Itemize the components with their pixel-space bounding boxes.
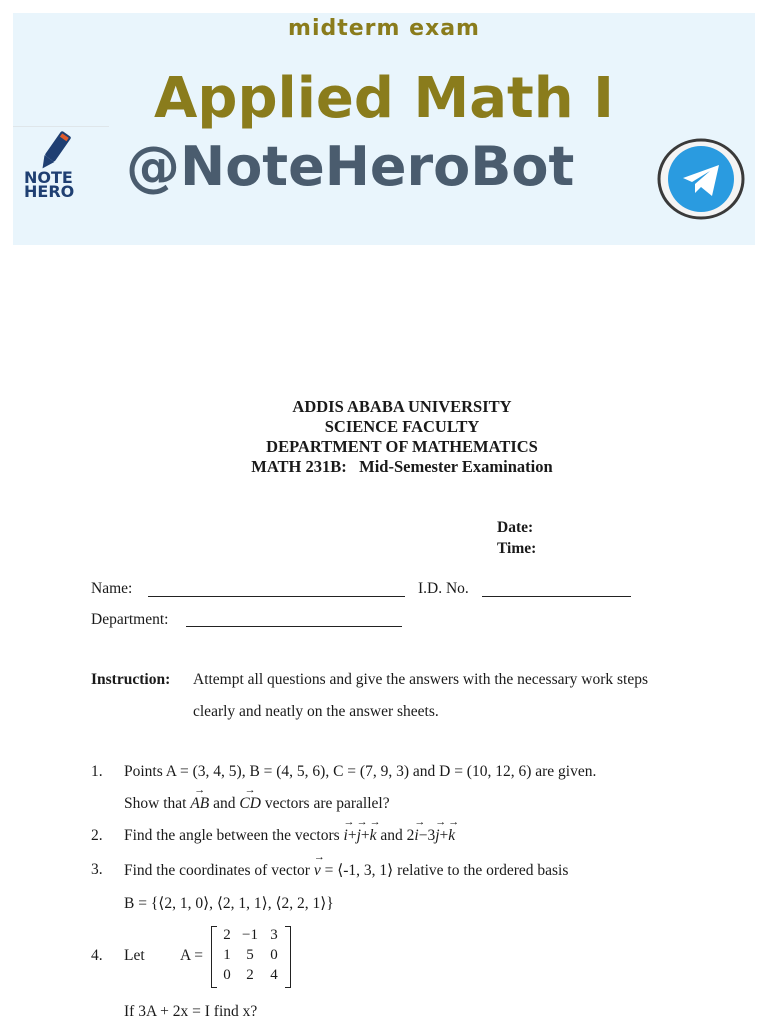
department-field[interactable]: [186, 626, 402, 627]
telegram-icon[interactable]: [657, 138, 745, 220]
q3-number: 3.: [91, 861, 103, 878]
plus-sign: +: [439, 827, 449, 844]
vector-cd: → CD: [239, 795, 261, 813]
department-name: DEPARTMENT OF MATHEMATICS: [266, 437, 538, 456]
minus-sign: −3: [418, 827, 436, 844]
exam-title: MATH 231B: Mid-Semester Examination: [251, 457, 553, 476]
q2-text-and: and 2: [380, 827, 415, 844]
time-label: Time:: [497, 540, 537, 557]
matrix-cell: 5: [246, 947, 254, 963]
matrix-cell: 2: [246, 967, 254, 983]
department-label: Department:: [91, 611, 169, 628]
id-field[interactable]: [482, 596, 631, 597]
q1-line1: Points A = (3, 4, 5), B = (4, 5, 6), C = (7, 9, 3) and D = (10, 12, 6) are given.: [124, 763, 597, 780]
unit-vector-k: → k: [370, 827, 377, 845]
q1-line2: [124, 795, 390, 813]
date-label: Date:: [497, 519, 534, 536]
banner-title: Applied Math I: [154, 66, 614, 131]
matrix-cell: 0: [270, 947, 278, 963]
q2-number: 2.: [91, 827, 103, 844]
instruction-label: Instruction:: [91, 671, 171, 688]
q1-text-post: vectors are parallel?: [264, 795, 390, 812]
unit-vector-j: → j: [435, 827, 439, 845]
q3-text-post: = ⟨-1, 3, 1⟩ relative to the ordered basis: [324, 862, 569, 879]
matrix-cell: 4: [270, 967, 278, 983]
q2-line: [124, 827, 455, 845]
university-name: ADDIS ABABA UNIVERSITY: [292, 397, 512, 416]
q4-a-equals: A =: [180, 947, 203, 964]
unit-vector-i: → i: [344, 827, 348, 845]
faculty-name: SCIENCE FACULTY: [324, 417, 480, 436]
matrix-cell: 0: [223, 967, 231, 983]
name-field[interactable]: [148, 596, 405, 597]
unit-vector-k: → k: [448, 827, 455, 845]
plus-sign: +: [347, 827, 357, 844]
instruction-line1: Attempt all questions and give the answers with the necessary work steps: [193, 671, 648, 688]
q2-text-pre: Find the angle between the vectors: [124, 827, 340, 844]
unit-vector-i: → i: [414, 827, 418, 845]
vector-ab: → AB: [190, 795, 209, 813]
matrix-a: [211, 926, 291, 988]
bot-handle[interactable]: @NoteHeroBot: [126, 135, 575, 198]
id-label: I.D. No.: [418, 580, 469, 597]
instruction-line2: clearly and neatly on the answer sheets.: [193, 703, 439, 720]
vector-v: → v: [314, 862, 321, 880]
q3-line1: [124, 861, 568, 880]
logo-text-hero: HERO: [24, 182, 75, 201]
logo-text-note: NOTE: [24, 168, 73, 187]
q1-text-mid: and: [213, 795, 236, 812]
q4-number: 4.: [91, 947, 103, 964]
matrix-cell: 2: [223, 927, 231, 943]
q1-text-pre: Show that: [124, 795, 187, 812]
matrix-cell: −1: [242, 927, 258, 943]
name-label: Name:: [91, 580, 133, 597]
q3-text-pre: Find the coordinates of vector: [124, 862, 310, 879]
banner-subtitle: midterm exam: [288, 16, 480, 41]
q4-let: Let: [124, 947, 145, 964]
q4-line2: If 3A + 2x = I find x?: [124, 1003, 258, 1020]
q3-line2: B = {⟨2, 1, 0⟩, ⟨2, 1, 1⟩, ⟨2, 2, 1⟩}: [124, 895, 334, 912]
matrix-cell: 1: [223, 947, 231, 963]
q1-number: 1.: [91, 763, 103, 780]
plus-sign: +: [360, 827, 370, 844]
matrix-cell: 3: [270, 927, 278, 943]
unit-vector-j: → j: [357, 827, 361, 845]
